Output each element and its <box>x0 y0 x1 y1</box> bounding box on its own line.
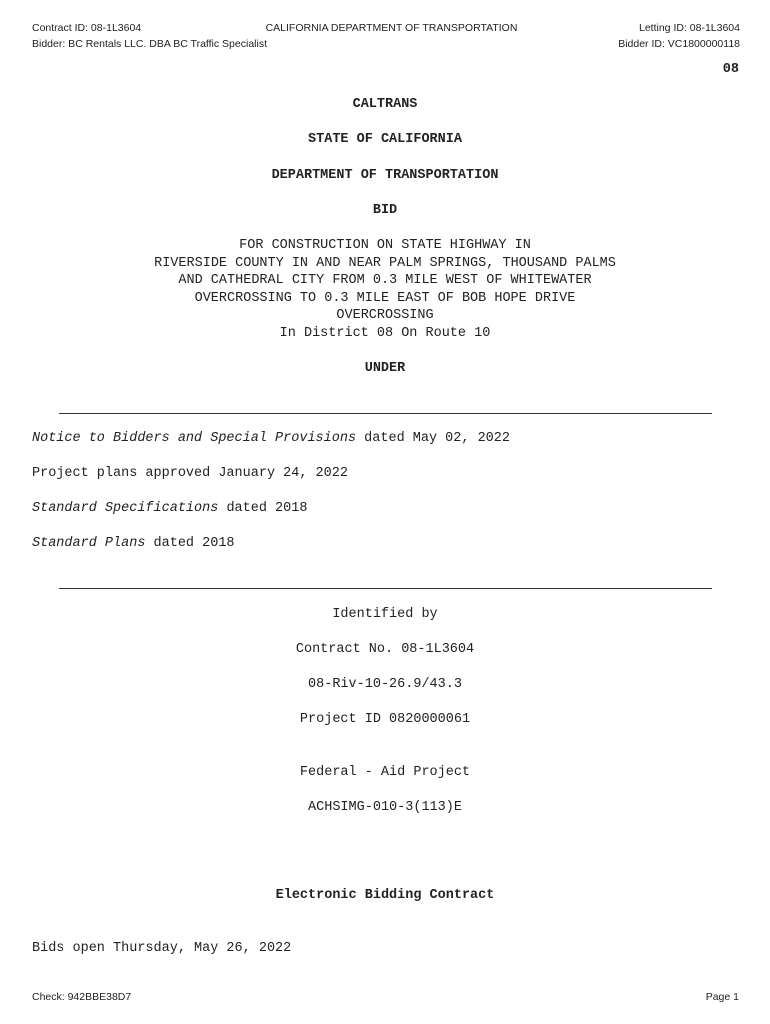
std-plans-date: dated 2018 <box>145 536 235 551</box>
letting-id: Letting ID: 08-1L3604 <box>639 22 740 34</box>
bid-title: BID <box>372 203 398 218</box>
project-id: Project ID 0820000061 <box>299 712 471 727</box>
description-line-2: RIVERSIDE COUNTY IN AND NEAR PALM SPRINGS, THOUSAND PALMS <box>154 256 616 271</box>
bidder-name: Bidder: BC Rentals LLC. DBA BC Traffic Specialist <box>32 38 267 50</box>
agency-header: CALIFORNIA DEPARTMENT OF TRANSPORTATION <box>265 22 518 34</box>
description-line-5: OVERCROSSING <box>336 308 434 323</box>
description-line-4: OVERCROSSING TO 0.3 MILE EAST OF BOB HOPE DRIVE <box>194 291 576 306</box>
department-title: DEPARTMENT OF TRANSPORTATION <box>271 168 499 183</box>
location-code: 08-Riv-10-26.9/43.3 <box>308 677 462 692</box>
notice-line <box>32 431 510 446</box>
notice-date: dated May 02, 2022 <box>356 431 510 446</box>
divider-bottom <box>59 588 712 589</box>
specs-date: dated 2018 <box>218 501 308 516</box>
standard-plans-line <box>32 536 235 551</box>
check-code: Check: 942BBE38D7 <box>32 991 132 1003</box>
under-heading: UNDER <box>364 361 406 376</box>
description-line-6: In District 08 On Route 10 <box>279 326 491 341</box>
bidder-id: Bidder ID: VC1800000118 <box>618 38 740 50</box>
notice-title: Notice to Bidders and Special Provisions <box>32 431 357 446</box>
federal-aid-label: Federal - Aid Project <box>299 765 471 780</box>
contract-id: Contract ID: 08-1L3604 <box>32 22 142 34</box>
description-line-1: FOR CONSTRUCTION ON STATE HIGHWAY IN <box>239 238 531 253</box>
description-line-3: AND CATHEDRAL CITY FROM 0.3 MILE WEST OF WHITEWATER <box>178 273 592 288</box>
std-plans-title: Standard Plans <box>32 536 146 551</box>
federal-aid-number: ACHSIMG-010-3(113)E <box>308 800 462 815</box>
identified-by: Identified by <box>332 607 438 622</box>
specs-title: Standard Specifications <box>32 501 219 516</box>
page-number: Page 1 <box>705 991 739 1003</box>
divider-top <box>59 413 712 414</box>
electronic-bidding-title: Electronic Bidding Contract <box>275 888 495 903</box>
specifications-line <box>32 501 307 516</box>
contract-number: Contract No. 08-1L3604 <box>295 642 475 657</box>
bids-open-line: Bids open Thursday, May 26, 2022 <box>32 941 292 956</box>
caltrans-title: CALTRANS <box>352 97 418 112</box>
district-number: 08 <box>722 62 739 77</box>
state-title: STATE OF CALIFORNIA <box>308 132 462 147</box>
project-plans-line: Project plans approved January 24, 2022 <box>32 466 348 481</box>
